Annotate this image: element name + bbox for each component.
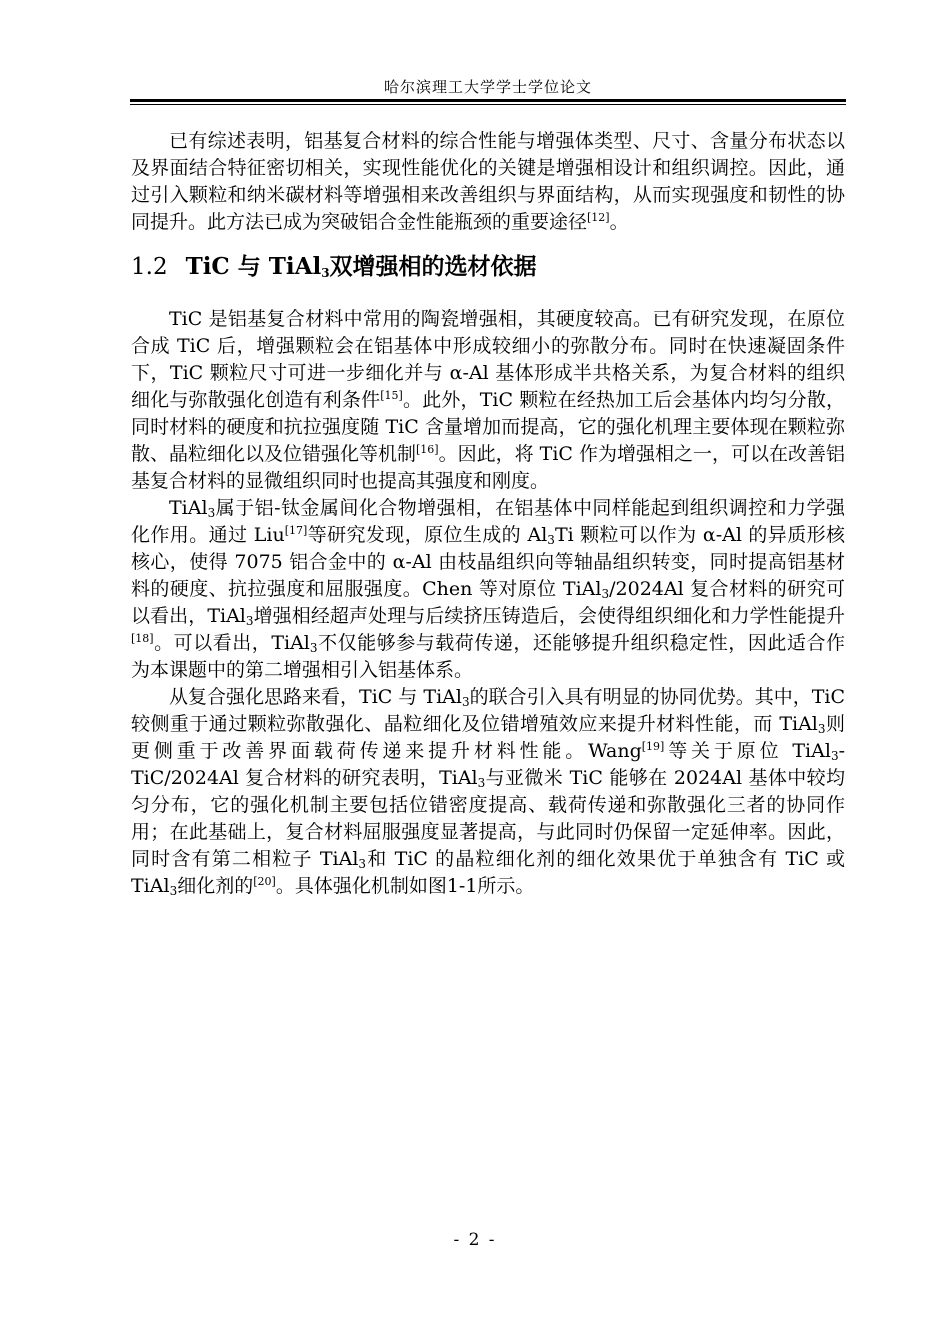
paragraph-1: 已有综述表明，铝基复合材料的综合性能与增强体类型、尺寸、含量分布状态以及界面结合特征密切相关，实现性能优化的关键是增强相设计和组织调控。因此，通过引入颗粒和纳米碳材料等增强相来改善组织与界面结构，从而实现强度和韧性的协同提升。此方法已成为突破铝合金性能瓶颈的重要途径[12]。 <box>131 130 845 233</box>
paragraph-4: 从复合强化思路来看，TiC 与 TiAl$_3$的联合引入具有明显的协同优势。其中，TiC 较侧重于通过颗粒弥散强化、晶粒细化及位错增殖效应来提升材料性能，而 TiAl$_3$则更侧重于改善界面载荷传递来提升材料性能。Wang[19]等关于原位 TiAl$_3$-TiC/2024Al 复合材料的研究表明，TiAl$_3$与亚微米 TiC 能够在 2024Al 基体中较均匀分布，它的强化机制主要包括位错密度提高、载荷传递和弥散强化三者的协同作用；在此基础上，复合材料屈服强度显著提高，与此同时仍保留一定延伸率。因此，同时含有第二相粒子 TiAl$_3$和 TiC 的晶粒细化剂的细化效果优于单独含有 TiC 或 TiAl$_3$细化剂的[20]。具体强化机制如图1-1所示。 <box>131 686 845 898</box>
section-heading: 1.2 TiC 与 TiAl$_3$双增强相的选材依据 <box>131 253 537 280</box>
citation: [16] <box>416 443 439 456</box>
citation: [18] <box>131 632 154 645</box>
citation: [12] <box>587 211 610 224</box>
citation: [17] <box>284 524 308 537</box>
paragraph-3: TiAl$_3$属于铝-钛金属间化合物增强相，在铝基体中同样能起到组织调控和力学强化作用。通过 Liu[17]等研究发现，原位生成的 $Al_3Ti$ 颗粒可以作为 α-Al 的异质形核核心，使得 7075 铝合金中的 α-Al 由枝晶组织向等轴晶组织转变，同时提高铝基材料的硬度、抗拉强度和屈服强度。Chen 等对原位 TiAl$_3$/2024Al 复合材料的研究可以看出，TiAl$_3$增强相经超声处理与后续挤压铸造后，会使得组织细化和力学性能提升[18]。可以看出，TiAl$_3$不仅能够参与载荷传递，还能够提升组织稳定性，因此适合作为本课题中的第二增强相引入铝基体系。 <box>131 497 845 681</box>
paragraph-2: TiC 是铝基复合材料中常用的陶瓷增强相，其硬度较高。已有研究发现，在原位合成 TiC 后，增强颗粒会在铝基体中形成较细小的弥散分布。同时在快速凝固条件下，TiC 颗粒尺寸可进一步细化并与 α-Al 基体形成半共格关系，为复合材料的组织细化与弥散强化创造有利条件[15]。此外，TiC 颗粒在经热加工后会基体内均匀分散，同时材料的硬度和抗拉强度随 TiC 含量增加而提高，它的强化机理主要体现在颗粒弥散、晶粒细化以及位错强化等机制[16]。因此，将 TiC 作为增强相之一，可以在改善铝基复合材料的显微组织同时也提高其强度和刚度。 <box>131 308 845 492</box>
citation: [20] <box>253 875 276 888</box>
section-number: 1.2 <box>131 254 168 280</box>
header-rule-thin <box>130 104 846 105</box>
page-header: 哈尔滨理工大学学士学位论文 <box>383 78 592 96</box>
citation: [15] <box>380 389 403 402</box>
page-number: - 2 - <box>453 1230 497 1250</box>
header-rule-thick <box>130 99 846 102</box>
citation: [19] <box>641 740 665 753</box>
document-body <box>131 128 845 900</box>
